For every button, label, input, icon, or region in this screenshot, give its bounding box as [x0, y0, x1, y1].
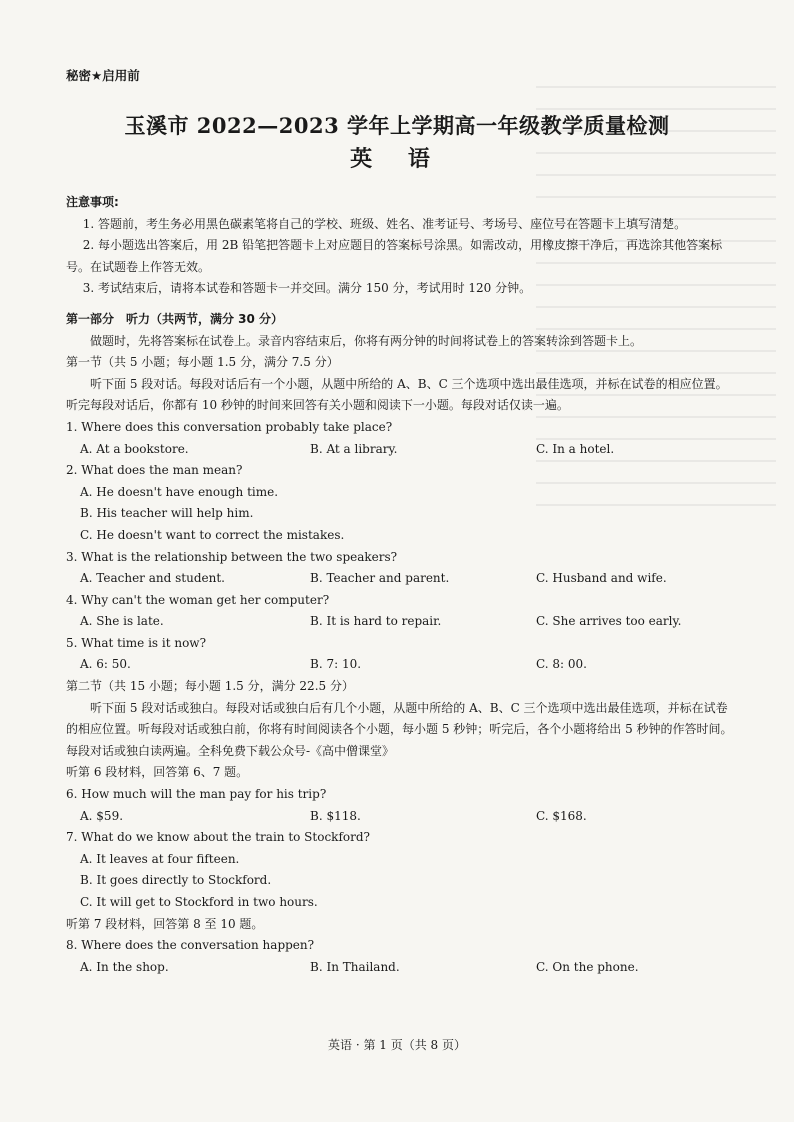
option-b: B. At a library.: [310, 441, 398, 456]
option-a: A. She is late.: [80, 614, 164, 629]
section-instructions: 听下面 5 段对话或独白。每段对话或独白后有几个小题，从题中所给的 A、B、C 三个选项中选出最佳选项，并标在试卷的相应位置。听每段对话或独白前，你将有时间阅读各个小题，每小题 5 秒钟；听完后，各个小题将给出 5 秒钟的作答时间。每段对话或独白读两遍。全科免费下载公众号-《高中僧课堂》: [66, 700, 733, 758]
option-c: C. In a hotel.: [536, 441, 615, 456]
section-heading: 第二节（共 15 小题；每小题 1.5 分，满分 22.5 分）: [66, 679, 354, 694]
option-c: C. Husband and wife.: [536, 571, 667, 586]
option-c: C. On the phone.: [536, 959, 639, 974]
option-b: B. His teacher will help him.: [80, 506, 254, 521]
question-stem: 7. What do we know about the train to Stockford?: [66, 830, 370, 845]
question-stem: 2. What does the man mean?: [66, 463, 243, 478]
options-row: [66, 439, 736, 461]
listen-instruction: 听第 6 段材料，回答第 6、7 题。: [66, 765, 249, 780]
option-b: B. $118.: [310, 808, 361, 823]
option-b: B. In Thailand.: [310, 959, 400, 974]
option-b: B. Teacher and parent.: [310, 571, 450, 586]
option-a: A. Teacher and student.: [80, 571, 225, 586]
question-stem: 3. What is the relationship between the two speakers?: [66, 549, 398, 564]
option-a: A. $59.: [80, 808, 124, 823]
confidential-label: 秘密★启用前: [66, 68, 140, 83]
question-stem: 5. What time is it now?: [66, 635, 207, 650]
option-c: C. She arrives too early.: [536, 614, 682, 629]
question-stem: 6. How much will the man pay for his trip?: [66, 787, 327, 802]
option-a: A. In the shop.: [80, 959, 169, 974]
option-c: C. 8: 00.: [536, 657, 587, 672]
options-row: [66, 806, 736, 828]
note-item: 3. 考试结束后，请将本试卷和答题卡一并交回。满分 150 分，考试用时 120 分钟。: [82, 281, 532, 296]
part-heading: 第一部分 听力（共两节，满分 30 分）: [66, 311, 284, 326]
page-footer: 英语 · 第 1 页（共 8 页）: [328, 1038, 466, 1052]
option-c: C. It will get to Stockford in two hours.: [80, 895, 318, 909]
options-row: [66, 957, 736, 979]
option-a: A. He doesn't have enough time.: [80, 484, 279, 499]
subject-title: 英 语: [350, 146, 444, 172]
section-heading: 第一节（共 5 小题；每小题 1.5 分，满分 7.5 分）: [66, 355, 339, 370]
option-b: B. It is hard to repair.: [310, 614, 442, 629]
option-c: C. He doesn't want to correct the mistakes.: [80, 527, 345, 542]
section-instructions: 听下面 5 段对话。每段对话后有一个小题，从题中所给的 A、B、C 三个选项中选出最佳选项，并标在试卷的相应位置。听完每段对话后，你都有 10 秒钟的时间来回答有关小题和阅读下一小题。每段对话仅读一遍。: [66, 376, 728, 413]
exam-body: [66, 192, 736, 978]
page-title: 玉溪市 2022—2023 学年上学期高一年级教学质量检测: [124, 113, 670, 138]
question-stem: 8. Where does the conversation happen?: [66, 938, 315, 953]
option-a: A. 6: 50.: [80, 657, 131, 672]
part-intro: 做题时，先将答案标在试卷上。录音内容结束后，你将有两分钟的时间将试卷上的答案转涂到答题卡上。: [90, 333, 643, 348]
option-c: C. $168.: [536, 808, 587, 823]
options-row: [66, 611, 736, 633]
question-stem: 1. Where does this conversation probably take place?: [66, 419, 393, 434]
option-a: A. At a bookstore.: [80, 441, 189, 456]
options-row: [66, 654, 736, 676]
option-b: B. It goes directly to Stockford.: [80, 873, 272, 888]
note-item: 2. 每小题选出答案后，用 2B 铅笔把答题卡上对应题目的答案标号涂黑。如需改动，用橡皮擦干净后，再选涂其他答案标号。在试题卷上作答无效。: [66, 238, 723, 274]
option-a: A. It leaves at four fifteen.: [80, 851, 240, 866]
question-stem: 4. Why can't the woman get her computer?: [66, 592, 330, 607]
options-row: [66, 568, 736, 590]
listen-instruction: 听第 7 段材料，回答第 8 至 10 题。: [66, 916, 264, 931]
notes-heading: 注意事项:: [66, 195, 119, 209]
note-item: 1. 答题前，考生务必用黑色碳素笔将自己的学校、班级、姓名、准考证号、考场号、座位号在答题卡上填写清楚。: [82, 216, 687, 231]
option-b: B. 7: 10.: [310, 657, 362, 672]
